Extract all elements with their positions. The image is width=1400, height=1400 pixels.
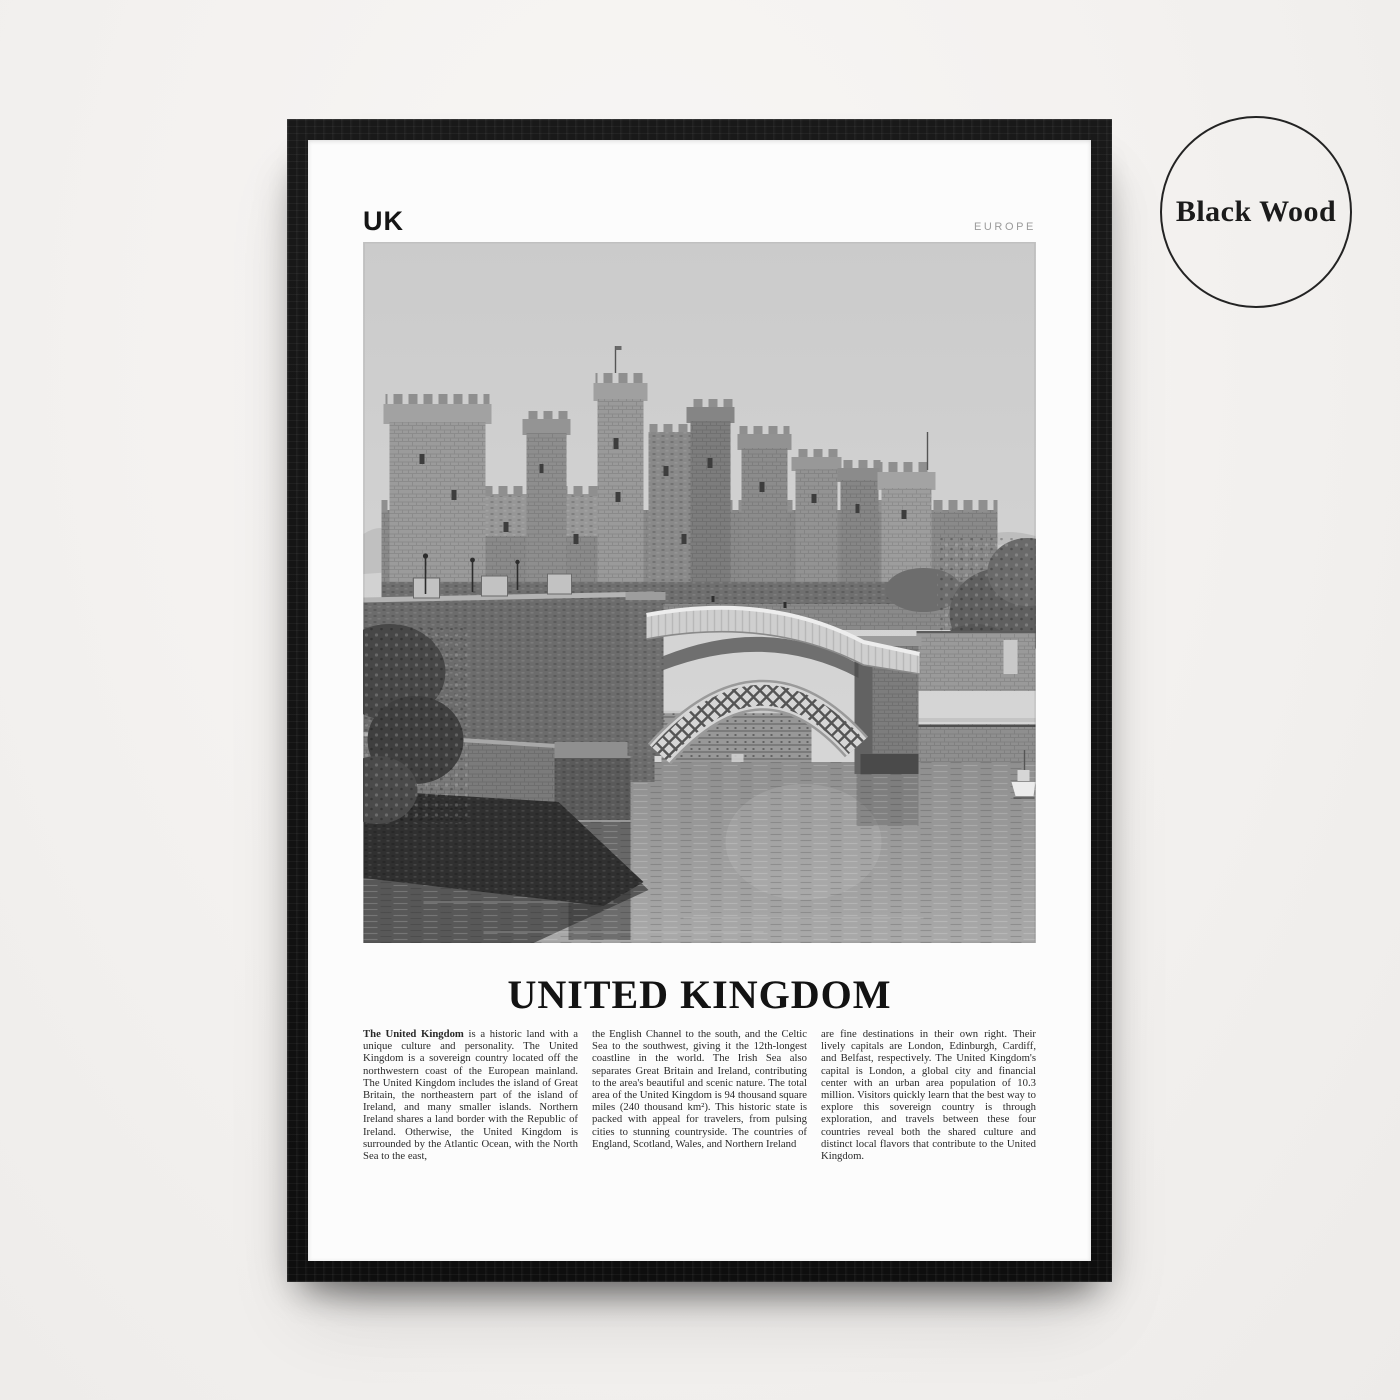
frame-material-badge	[1160, 116, 1352, 308]
poster-header	[363, 208, 1036, 235]
article-lead: The United Kingdom	[363, 1028, 464, 1040]
article-column-3: are fine destinations in their own right. Their lively capitals are London, Edinburgh, Cardiff, and Belfast, respectively. The United Kingdom's capital is London, a global city and financial center with an urban area population of 10.3 million. Visitors quickly learn that the best way to explore this sovereign country is through exploration, and travels between these four countries reveal both the shared culture and distinct local flavors that contribute to the United Kingdom.	[821, 1028, 1036, 1163]
article-column-1-text: is a historic land with a unique culture and personality. The United Kingdom is a sovereign country located off the northwestern coast of the European mainland. The United Kingdom includes the island of Great Britain, the northeastern part of the island of Ireland, and many smaller islands. Northern Ireland shares a land border with the Republic of Ireland. Otherwise, the United Kingdom is surrounded by the Atlantic Ocean, with the North Sea to the east,	[363, 1028, 578, 1163]
article-column-2: the English Channel to the south, and the Celtic Sea to the southwest, giving it the 12th-longest coastline in the world. The Irish Sea also separates Great Britain and Ireland, contributing to the area's beautiful and scenic nature. The total area of the United Kingdom is 94 thousand square miles (240 thousand km²). This historic state is packed with appeal for travelers, from pulsing cities to stunning countryside. The countries of England, Scotland, Wales, and Northern Ireland	[592, 1028, 807, 1150]
picture-frame	[287, 119, 1112, 1282]
castle-photo-illustration	[363, 242, 1036, 943]
poster-title: UNITED KINGDOM	[507, 972, 892, 1017]
left-trees	[363, 624, 468, 824]
poster	[308, 140, 1091, 1261]
region-label: EUROPE	[973, 221, 1036, 233]
country-code-label: UK	[363, 206, 404, 236]
frame-material-label: Black Wood	[1175, 195, 1337, 228]
article-column-1	[363, 1028, 578, 1162]
castle-photo	[363, 242, 1036, 943]
article	[363, 1028, 1036, 1162]
